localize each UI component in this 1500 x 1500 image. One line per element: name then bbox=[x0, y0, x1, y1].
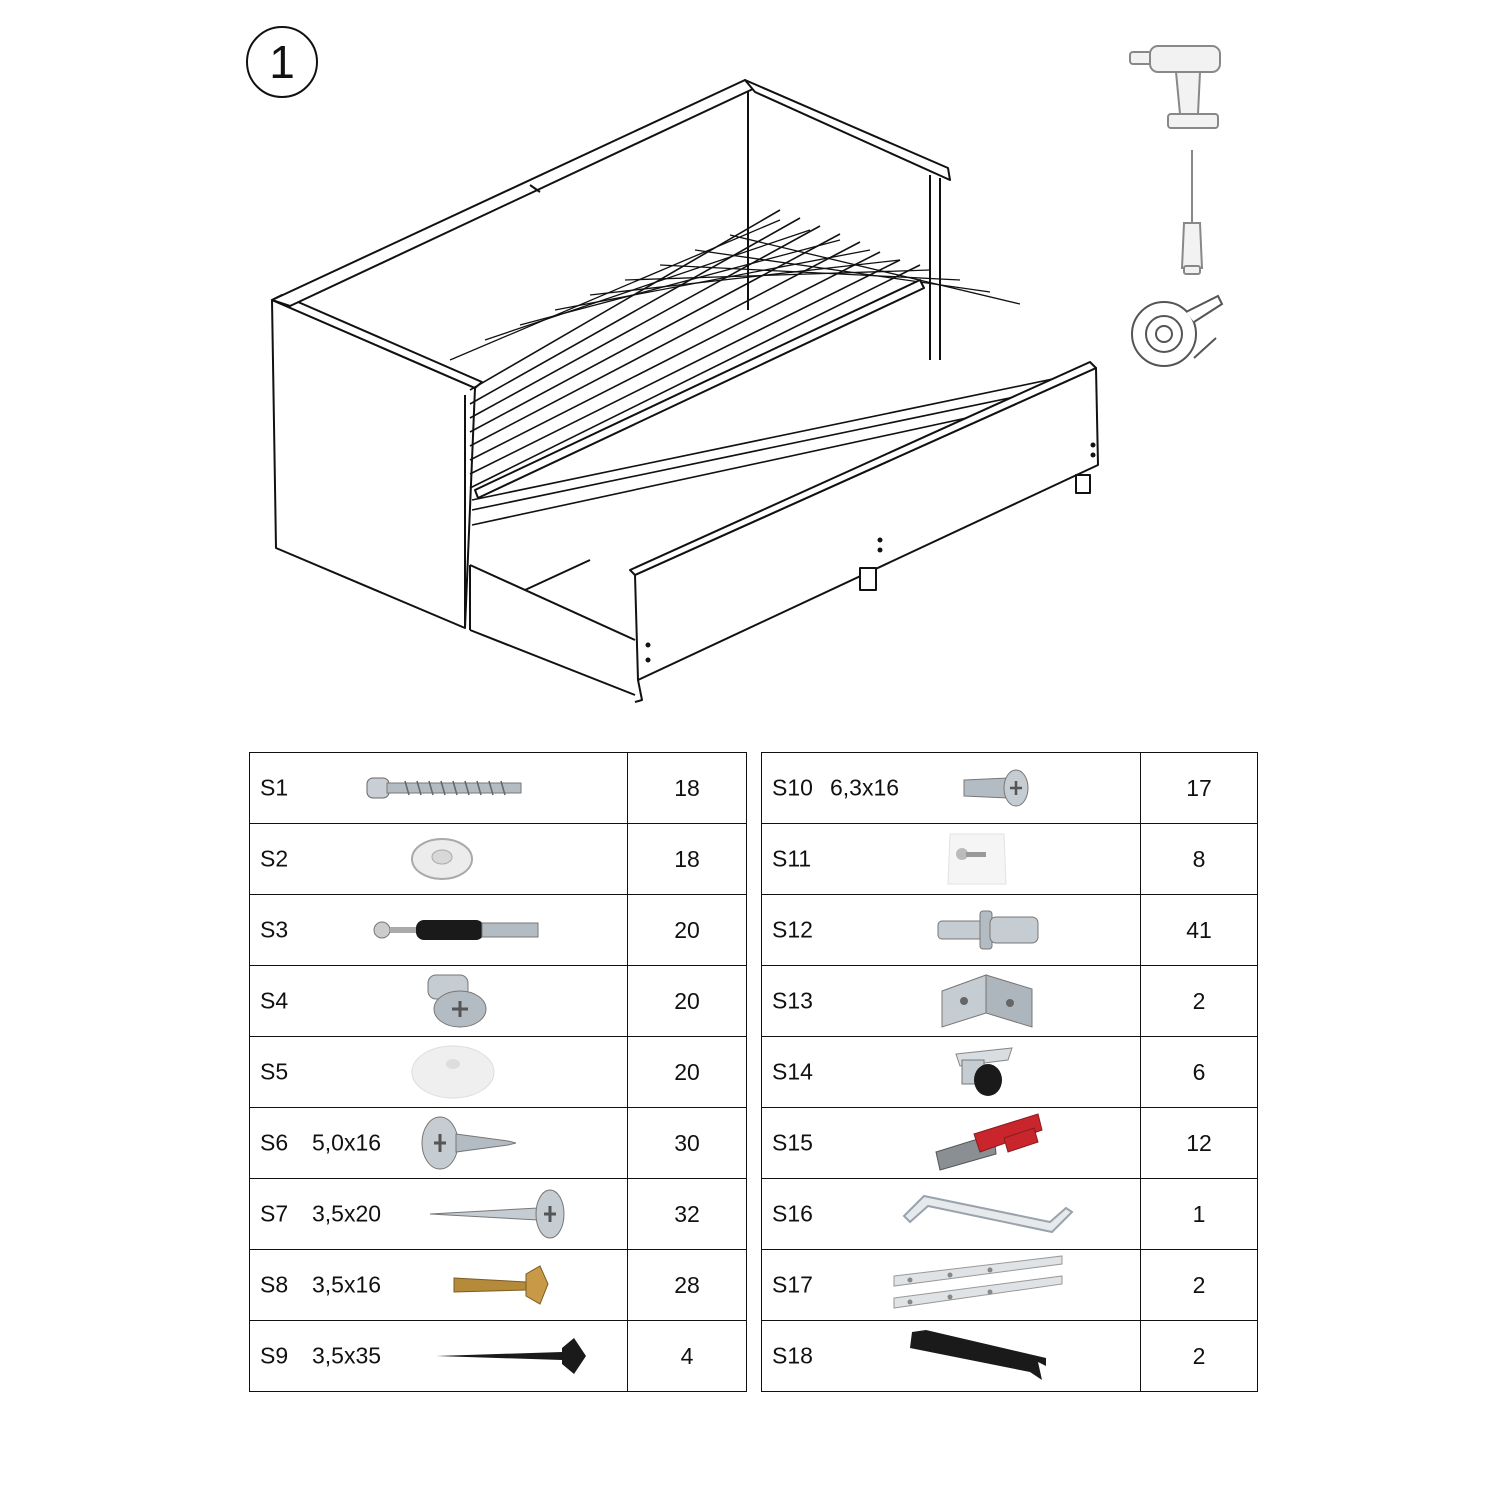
part-qty: 2 bbox=[1141, 1321, 1258, 1392]
part-code: S17 bbox=[772, 1271, 813, 1298]
black-screw-icon bbox=[434, 1334, 590, 1378]
part-size: 3,5x16 bbox=[312, 1271, 382, 1298]
parts-table-left bbox=[249, 752, 747, 1392]
table-row bbox=[250, 1108, 747, 1179]
table-row bbox=[762, 824, 1258, 895]
wood-screw-icon bbox=[428, 1188, 568, 1240]
allen-key-icon bbox=[900, 1192, 1076, 1236]
part-code: S18 bbox=[772, 1342, 813, 1369]
part-qty: 18 bbox=[628, 753, 747, 824]
cam-lock-icon bbox=[420, 971, 492, 1031]
table-row bbox=[762, 1108, 1258, 1179]
table-row bbox=[250, 1037, 747, 1108]
cordless-drill-icon bbox=[1128, 44, 1228, 134]
cap-icon bbox=[410, 836, 474, 882]
part-code: S15 bbox=[772, 1129, 813, 1156]
part-qty: 2 bbox=[1141, 966, 1258, 1037]
part-qty: 18 bbox=[628, 824, 747, 895]
part-size: 3,5x20 bbox=[312, 1200, 382, 1227]
table-row bbox=[250, 753, 747, 824]
table-row bbox=[762, 1321, 1258, 1392]
table-row bbox=[250, 895, 747, 966]
part-size: 3,5x35 bbox=[312, 1342, 382, 1369]
table-row bbox=[762, 1250, 1258, 1321]
part-code: S2 bbox=[260, 845, 289, 872]
table-row bbox=[250, 1321, 747, 1392]
part-code: S1 bbox=[260, 774, 289, 801]
table-row bbox=[250, 966, 747, 1037]
part-qty: 20 bbox=[628, 1037, 747, 1108]
screwdriver-icon bbox=[1172, 148, 1212, 278]
shelf-pin-icon bbox=[936, 909, 1042, 951]
part-code: S8 bbox=[260, 1271, 289, 1298]
cam-bolt-icon bbox=[365, 772, 525, 804]
part-qty: 30 bbox=[628, 1108, 747, 1179]
slat-holder-icon bbox=[934, 1112, 1044, 1174]
part-code: S10 bbox=[772, 774, 813, 801]
caster-icon bbox=[952, 1046, 1018, 1098]
connector-bolt-icon bbox=[372, 915, 542, 945]
part-qty: 12 bbox=[1141, 1108, 1258, 1179]
bumper-icon bbox=[944, 830, 1008, 888]
part-size: 6,3x16 bbox=[830, 774, 900, 801]
part-code: S4 bbox=[260, 987, 289, 1014]
part-code: S13 bbox=[772, 987, 813, 1014]
part-code: S14 bbox=[772, 1058, 813, 1085]
pan-head-screw-icon bbox=[420, 1114, 520, 1172]
part-qty: 41 bbox=[1141, 895, 1258, 966]
part-size: 5,0x16 bbox=[312, 1129, 382, 1156]
part-code: S11 bbox=[772, 845, 812, 872]
table-row bbox=[762, 753, 1258, 824]
part-code: S16 bbox=[772, 1200, 813, 1227]
table-row bbox=[250, 1179, 747, 1250]
step-number: 1 bbox=[269, 36, 295, 88]
parts-table-right bbox=[761, 752, 1258, 1392]
part-code: S9 bbox=[260, 1342, 289, 1369]
table-row bbox=[250, 824, 747, 895]
drawer-runner-icon bbox=[890, 1254, 1066, 1316]
part-qty: 1 bbox=[1141, 1179, 1258, 1250]
part-qty: 28 bbox=[628, 1250, 747, 1321]
cover-cap-icon bbox=[410, 1044, 496, 1100]
tape-measure-icon bbox=[1126, 292, 1226, 372]
part-qty: 20 bbox=[628, 966, 747, 1037]
part-qty: 4 bbox=[628, 1321, 747, 1392]
part-qty: 20 bbox=[628, 895, 747, 966]
part-code: S12 bbox=[772, 916, 813, 943]
table-row bbox=[762, 966, 1258, 1037]
part-code: S5 bbox=[260, 1058, 289, 1085]
table-row bbox=[762, 895, 1258, 966]
bolt-icon bbox=[962, 768, 1032, 808]
part-code: S6 bbox=[260, 1129, 289, 1156]
handle-icon bbox=[906, 1328, 1052, 1384]
part-qty: 32 bbox=[628, 1179, 747, 1250]
countersunk-screw-icon bbox=[452, 1264, 552, 1306]
part-code: S3 bbox=[260, 916, 289, 943]
tools-column bbox=[1110, 30, 1250, 390]
part-qty: 2 bbox=[1141, 1250, 1258, 1321]
angle-bracket-icon bbox=[940, 973, 1036, 1029]
part-qty: 8 bbox=[1141, 824, 1258, 895]
daybed-assembly-drawing bbox=[260, 70, 1120, 720]
table-row bbox=[762, 1037, 1258, 1108]
table-row bbox=[762, 1179, 1258, 1250]
part-qty: 6 bbox=[1141, 1037, 1258, 1108]
part-code: S7 bbox=[260, 1200, 289, 1227]
table-row bbox=[250, 1250, 747, 1321]
part-qty: 17 bbox=[1141, 753, 1258, 824]
